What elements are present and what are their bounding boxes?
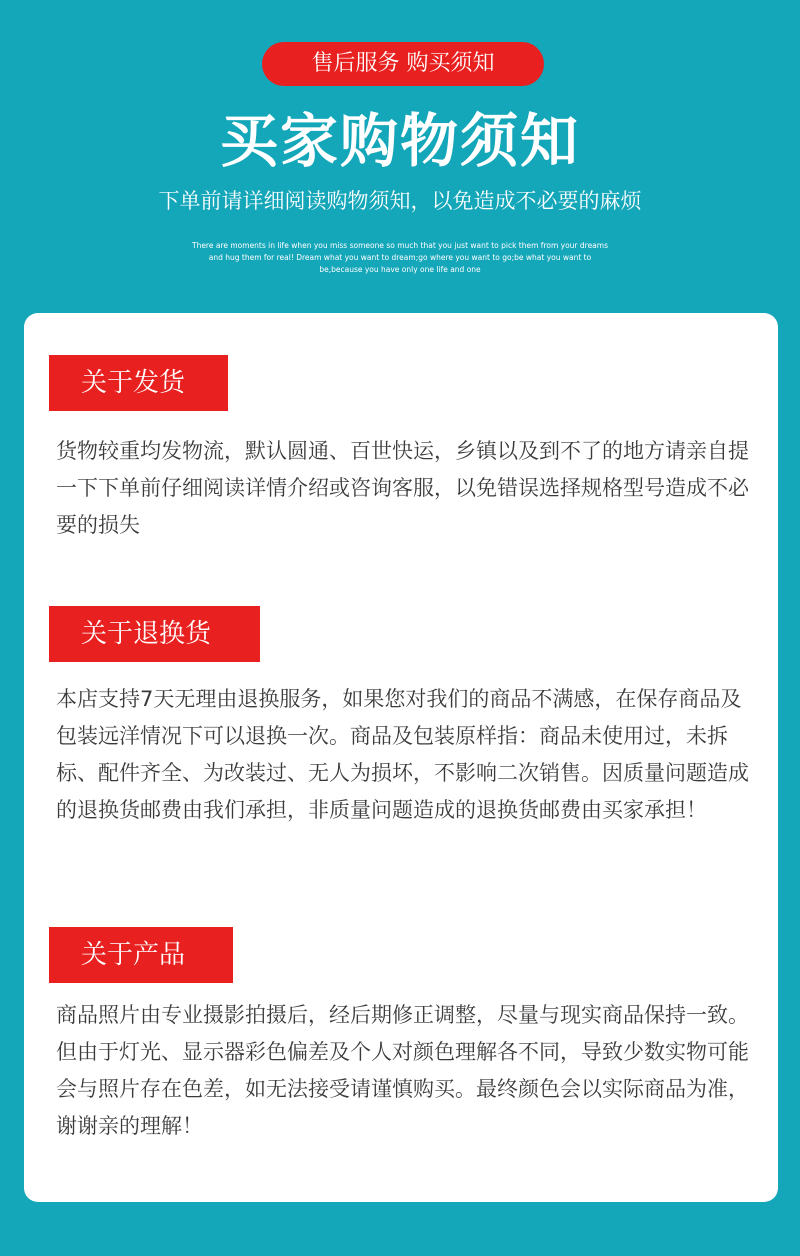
section-body-product: 商品照片由专业摄影拍摄后，经后期修正调整，尽量与现实商品保持一致。但由于灯光、显示器彩色偏差及个人对颜色理解各不同，导致少数实物可能会与照片存在色差，如无法接受请谨慎购买。最终颜色会以实际商品为准，谢谢亲的理解！ [56, 1003, 749, 1138]
page-title: 买家购物须知 [219, 107, 580, 175]
english-decorative-text: There are moments in life when you miss someone so much that you just want to pick them from your dreams and hug them for real! Dream what you want to dream;go where you want to go;be what you want to be,because you have only one life and one [191, 241, 608, 274]
section-body-returns: 本店支持7天无理由退换服务，如果您对我们的商品不满感，在保存商品及包装远洋情况下可以退换一次。商品及包装原样指：商品未使用过，未拆标、配件齐全、为改装过、无人为损坏，不影响二次销售。因质量问题造成的退换货邮费由我们承担，非质量问题造成的退换货邮费由买家承担！ [56, 687, 749, 822]
section-title-returns: 关于退换货 [49, 606, 260, 662]
page-subtitle: 下单前请详细阅读购物须知，以免造成不必要的麻烦 [158, 189, 642, 213]
section-title-product: 关于产品 [49, 927, 233, 983]
section-body-shipping: 货物较重均发物流，默认圆通、百世快运，乡镇以及到不了的地方请亲自提一下下单前仔细阅读详情介绍或咨询客服，以免错误选择规格型号造成不必要的损失 [56, 439, 749, 537]
notice-card [24, 313, 778, 1202]
section-title-shipping: 关于发货 [49, 355, 228, 411]
header-pill-badge: 售后服务 购买须知 [262, 42, 544, 86]
